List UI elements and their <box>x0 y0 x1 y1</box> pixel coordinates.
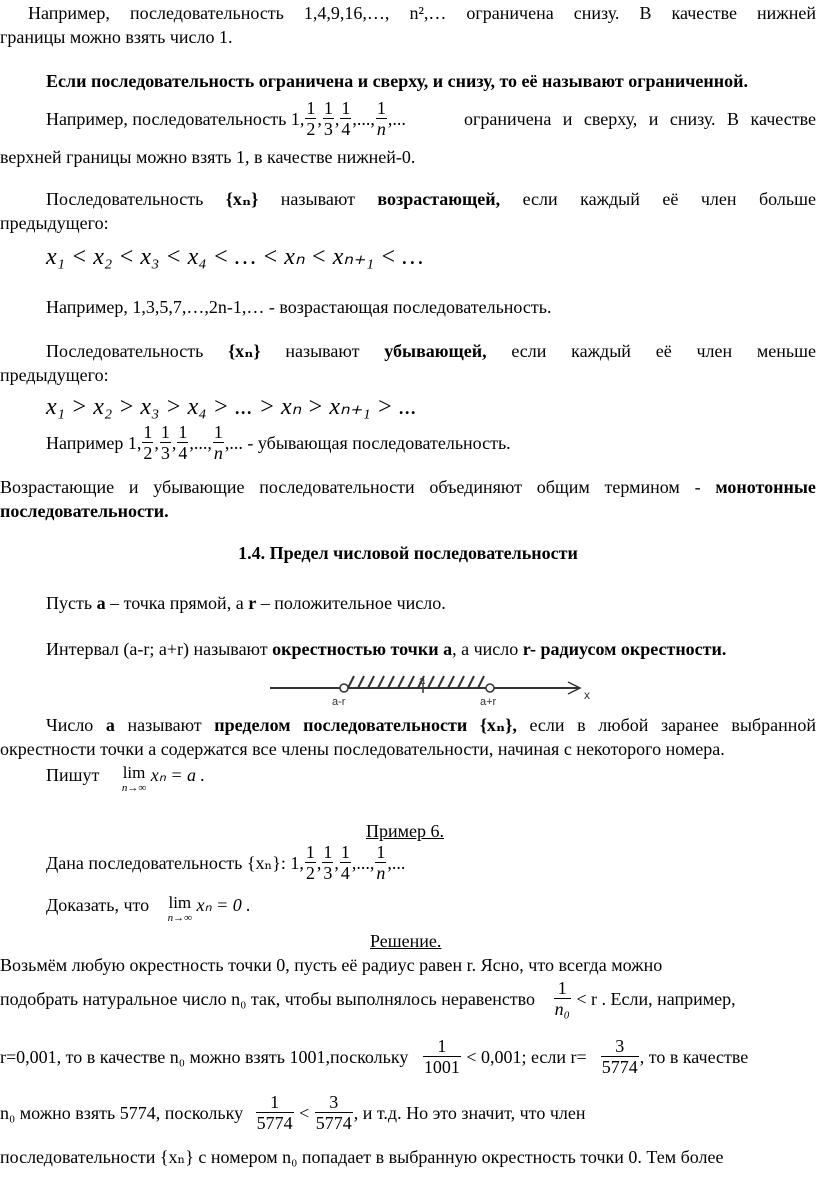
monotone-line2: последовательности. <box>0 501 169 521</box>
word: любой <box>598 715 649 735</box>
para-lower-bound-line2: границы можно взять число 1. <box>0 27 233 47</box>
word: ограничена <box>466 3 554 23</box>
limit-notation: Пишут lim n→∞ xₙ = a . <box>46 763 206 794</box>
formula-increasing: x₁ < x₂ < x₃ < x₄ < … < xₙ < xₙ₊₁ < … <box>46 244 424 270</box>
word: n²,… <box>409 3 447 23</box>
fraction: $\frac{1}{n}$ <box>376 842 386 884</box>
def-increasing-line1 <box>46 188 816 210</box>
fraction: $\frac{1}{4}$ <box>340 842 350 884</box>
example-prove: Доказать, что lim n→∞ xₙ = 0 . <box>46 893 251 924</box>
ex-decreasing: Например 1, $\frac{1}{2}$ , $\frac{1}{3}$ , $\frac{1}{4}$ ,..., $\frac{1}{n}$ ,... - убывающая последовательность. <box>46 422 511 464</box>
fraction: $\frac{1}{5774}$ <box>256 1092 293 1134</box>
word: последовательности <box>259 477 415 497</box>
word: последовательность <box>129 3 284 23</box>
axis-label-right: a+r <box>480 696 497 708</box>
solution-line4: n₀ можно взять 5774, поскольку $\frac{1}{5774}$ < $\frac{3}{5774}$ , и т.д. Но это значит, что член <box>0 1092 586 1134</box>
def-increasing-line2: предыдущего: <box>0 213 109 233</box>
solution-line2: подобрать натуральное число n₀ так, чтобы выполнялось неравенство $\frac{1}{\text{n₀}}$ < r . Если, например, <box>0 978 736 1020</box>
lim-operator: lim n→∞ <box>167 893 192 924</box>
word: выбранной <box>731 715 816 735</box>
word: Число <box>46 715 94 735</box>
word: называют <box>285 341 360 361</box>
word: Последовательность <box>46 341 204 361</box>
lim-operator: lim n→∞ <box>121 763 147 794</box>
word: называют <box>280 189 355 209</box>
word: снизу. <box>669 109 716 129</box>
word: если <box>529 715 565 735</box>
example-given: Дана последовательность {xₙ}: 1, $\frac{1}{2}$ , $\frac{1}{3}$ , $\frac{1}{4}$ ,..., $\frac{1}{n}$ ,... <box>46 842 406 884</box>
word: если <box>511 341 547 361</box>
word: сверху, <box>583 109 638 129</box>
def-decreasing-line2: предыдущего: <box>0 365 109 385</box>
ex-bounded-line2: верхней границы можно взять 1, в качестве нижней-0. <box>0 147 416 167</box>
word: и <box>128 477 139 497</box>
word: пределом <box>214 715 291 735</box>
fraction: $\frac{1}{4}$ <box>341 98 351 140</box>
word: и <box>648 109 659 129</box>
word: нижней <box>757 3 816 23</box>
fraction: $\frac{1}{3}$ <box>323 842 333 884</box>
section-title: 1.4. Предел числовой последовательности <box>238 543 578 563</box>
axis-label-x: x <box>584 688 590 702</box>
ex-increasing: Например, 1,3,5,7,…,2n-1,… - возрастающая последовательность. <box>46 297 552 317</box>
word: её <box>662 189 679 209</box>
word: её <box>655 341 672 361</box>
let-a: Пусть a – точка прямой, а r – положительное число. <box>46 593 446 613</box>
def-bounded: Если последовательность ограничена и сверху, и снизу, то её называют ограниченной. <box>46 71 748 91</box>
word: называют <box>127 715 202 735</box>
fraction: $\frac{1}{3}$ <box>323 98 333 140</box>
word: возрастающей, <box>377 189 501 209</box>
fraction: $\frac{1}{1001}$ <box>423 1036 460 1078</box>
word: монотонные <box>715 477 816 497</box>
word: Например, <box>28 3 110 23</box>
interval-def: Интервал (a-r; a+r) называют окрестностью точки a, а число r- радиусом окрестности. <box>46 639 727 659</box>
word: каждый <box>571 341 631 361</box>
word: объединяют <box>429 477 522 497</box>
word: член <box>700 189 737 209</box>
word: В <box>639 3 652 23</box>
word: заранее <box>661 715 719 735</box>
fraction: $\frac{1}{n}$ <box>376 98 386 140</box>
word: Возрастающие <box>0 477 115 497</box>
ex-bounded-trail <box>464 108 816 130</box>
hatching <box>348 676 484 688</box>
word: ограничена <box>464 109 552 129</box>
solution-title: Решение. <box>370 931 442 951</box>
solution-line1: Возьмём любую окрестность точки 0, пусть её радиус равен r. Ясно, что всегда можно <box>0 955 663 975</box>
word: термином <box>604 477 680 497</box>
word: 1,4,9,16,…, <box>303 3 390 23</box>
fraction: $\frac{1}{4}$ <box>178 422 188 464</box>
fraction: $\frac{1}{2}$ <box>305 842 315 884</box>
word: Последовательность <box>46 189 204 209</box>
fraction: $\frac{1}{\text{n₀}}$ <box>554 978 570 1020</box>
word: качестве <box>750 109 816 129</box>
formula-decreasing: x₁ > x₂ > x₃ > x₄ > ... > xₙ > xₙ₊₁ > ... <box>46 394 417 420</box>
word: {xₙ} <box>228 341 261 361</box>
solution-line5: последовательности {xₙ} с номером n₀ попадает в выбранную окрестность точки 0. Тем более <box>0 1147 724 1167</box>
fraction: $\frac{1}{2}$ <box>143 422 153 464</box>
word: качестве <box>671 3 737 23</box>
word: меньше <box>756 341 816 361</box>
word: {xₙ}, <box>479 715 517 735</box>
solution-line3: r=0,001, то в качестве n₀ можно взять 1001,поскольку $\frac{1}{1001}$ < 0,001; если r= $\frac{3}{5774}$ , то в качестве <box>0 1036 749 1078</box>
axis-label-left: a-r <box>332 696 346 708</box>
word: В <box>727 109 740 129</box>
ex-bounded-line1: Например, последовательность 1, $\frac{1}{2}$ , $\frac{1}{3}$ , $\frac{1}{4}$ ,..., $\frac{1}{n}$ ,... <box>46 98 406 140</box>
word: снизу. <box>573 3 620 23</box>
fraction: $\frac{3}{5774}$ <box>601 1036 638 1078</box>
word: и <box>562 109 573 129</box>
example-title: Пример 6. <box>366 821 445 841</box>
limit-def-line1 <box>46 714 816 736</box>
fraction: $\frac{1}{2}$ <box>306 98 316 140</box>
point-left <box>340 684 348 692</box>
word: если <box>522 189 558 209</box>
monotone-line1 <box>0 476 816 498</box>
fraction: $\frac{3}{5774}$ <box>315 1092 352 1134</box>
axis-label-center: a <box>419 675 426 687</box>
word: больше <box>758 189 816 209</box>
point-right <box>486 684 494 692</box>
fraction: $\frac{1}{n}$ <box>213 422 223 464</box>
word: - <box>694 477 701 497</box>
def-decreasing-line1 <box>46 340 816 362</box>
word: последовательности <box>303 715 468 735</box>
para-lower-bound-line1 <box>28 2 816 24</box>
fraction: $\frac{1}{3}$ <box>160 422 170 464</box>
word: в <box>577 715 586 735</box>
word: a <box>105 715 115 735</box>
word: убывающей, <box>384 341 487 361</box>
word: член <box>696 341 733 361</box>
word: {xₙ} <box>225 189 259 209</box>
word: каждый <box>580 189 640 209</box>
neighborhood-axis <box>268 672 598 708</box>
word: общим <box>536 477 590 497</box>
word: убывающие <box>153 477 245 497</box>
limit-def-line2: окрестности точки a содержатся все члены последовательности, начиная с некоторого номера. <box>0 739 725 759</box>
